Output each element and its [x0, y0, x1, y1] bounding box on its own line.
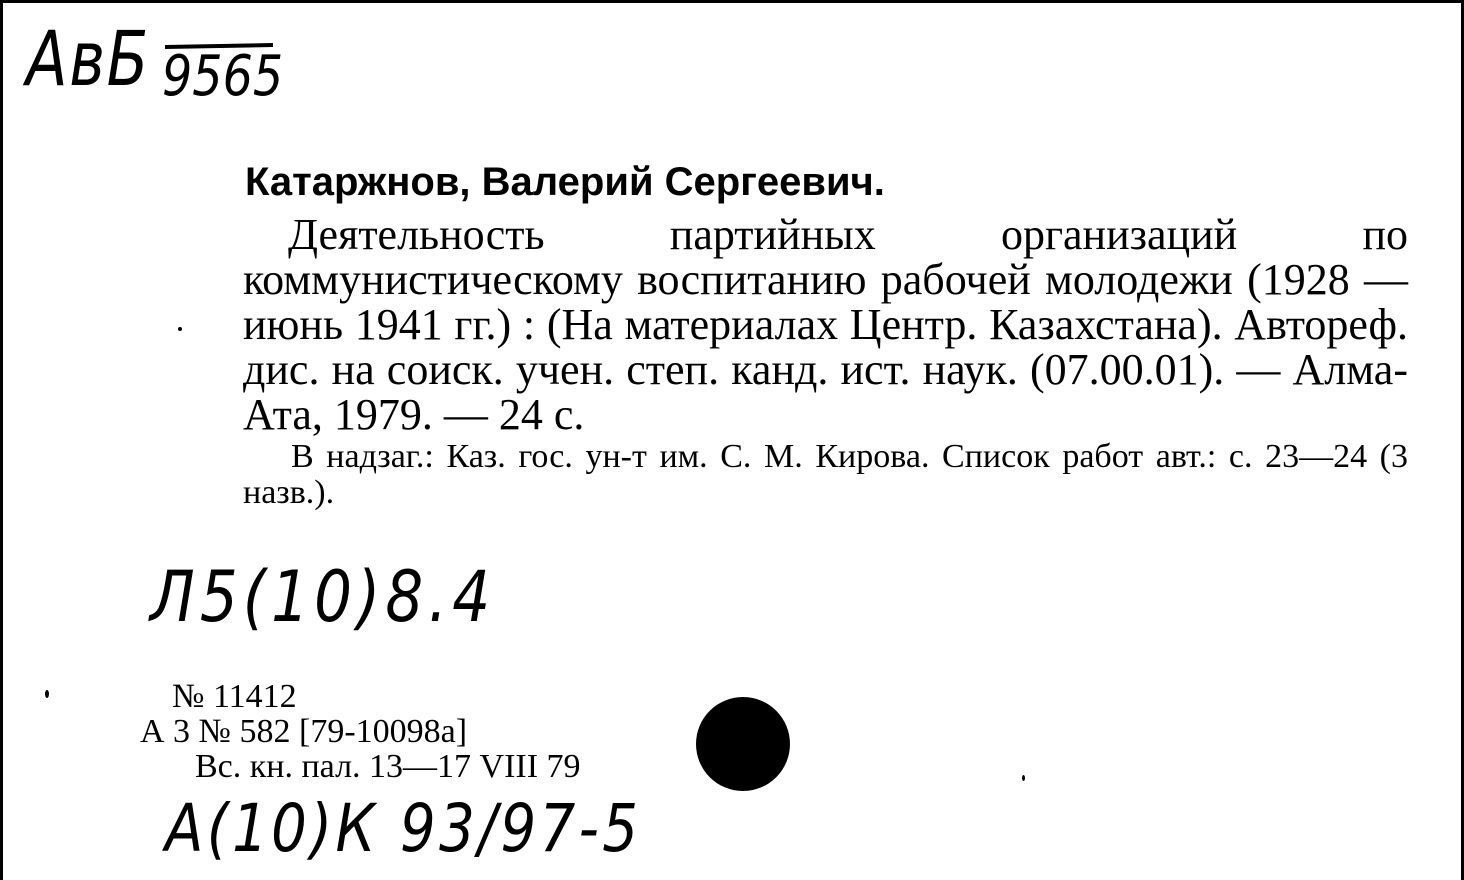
notes: В надзаг.: Каз. гос. ун-т им. С. М. Кирова. Список работ авт.: с. 23—24 (3 назв.).: [243, 438, 1408, 511]
bibliographic-description: [243, 212, 1408, 511]
registration-line: А 3 № 582 [79-10098а]: [140, 713, 468, 750]
shelf-mark-number: 9565: [162, 44, 284, 109]
punch-hole: [696, 697, 790, 791]
dust-speck: [45, 690, 49, 698]
accession-number: № 11412: [172, 678, 297, 715]
shelf-mark-prefix: АвБ: [26, 14, 150, 103]
card-border-left: [0, 0, 3, 880]
dust-speck: [178, 327, 182, 331]
chamber-date-line: Вс. кн. пал. 13—17 VIII 79: [195, 748, 581, 785]
classification-code: Л5(10)8.4: [150, 556, 496, 638]
cipher-code: А(10)К 93/97-5: [165, 790, 642, 867]
card-border-top: [0, 0, 1464, 3]
title-description: Деятельность партийных организаций по коммунистическому воспитанию рабочей молодежи (1928 — июнь 1941 гг.) : (На материалах Центр. Казахстана). Автореф. дис. на соиск. учен. степ. канд. ист. наук. (07.00.01). — Алма-Ата, 1979. — 24 с.: [243, 210, 1408, 439]
dust-speck: [1022, 775, 1025, 781]
author-heading: Катаржнов, Валерий Сергеевич.: [245, 160, 885, 204]
